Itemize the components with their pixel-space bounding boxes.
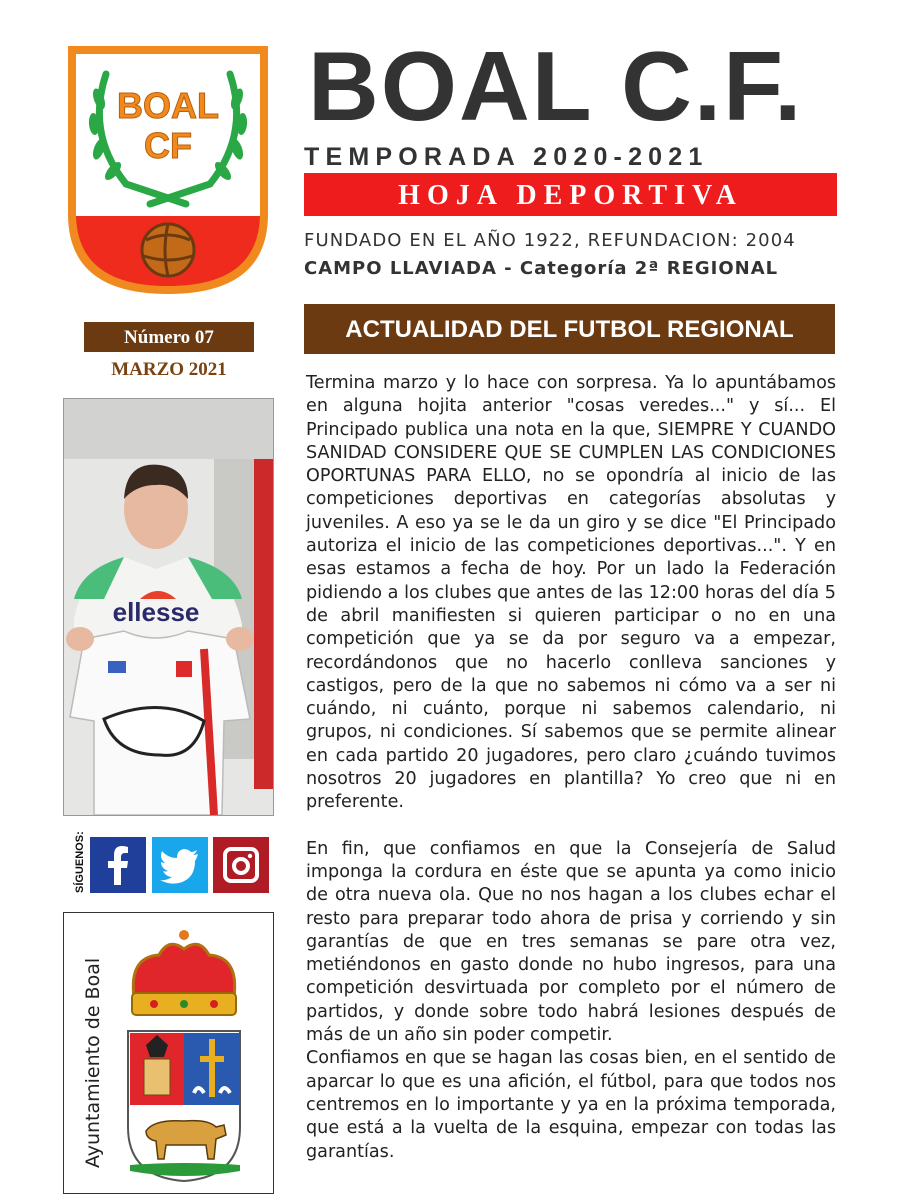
- section-title: ACTUALIDAD DEL FUTBOL REGIONAL: [304, 304, 835, 354]
- stadium-category-info: CAMPO LLAVIADA - Categoría 2ª REGIONAL: [304, 258, 779, 279]
- club-name-title: BOAL C.F.: [308, 31, 804, 141]
- issue-number: Número 07: [84, 322, 254, 352]
- twitter-icon[interactable]: [152, 837, 208, 893]
- facebook-icon[interactable]: [90, 837, 146, 893]
- article-paragraph: En fin, que confiamos en que la Consejería de Salud imponga la cordura en éste que se apunta ya como inicio de otra nueva ola. Que no nos hagan a los clubes echar el resto para preparar todo ahora de prisa y corriendo y sin garantías de que en tres semanas se pare otra vez, metiéndonos en gasto donde no hubo ingresos, para una competición desvirtuada por completo por el número de partidos, y donde sobre todo habrá lesiones después de más de un año sin poder competir.: [306, 838, 836, 1046]
- council-label: Ayuntamiento de Boal: [82, 957, 104, 1168]
- player-photo: [63, 398, 274, 816]
- svg-text:CF: CF: [144, 125, 192, 166]
- council-box: [63, 912, 274, 1194]
- sheet-title-banner: HOJA DEPORTIVA: [304, 173, 837, 216]
- issue-date: MARZO 2021: [111, 359, 227, 380]
- article-body: [306, 372, 836, 1164]
- council-coat-of-arms: [124, 927, 262, 1185]
- article-paragraph: Confiamos en que se hagan las cosas bien, en el sentido de aparcar lo que es una afición, el fútbol, para que todos nos centremos en lo importante y ya en la próxima temporada, que está a la vuelta de la esquina, empezar con todas las garantías.: [306, 1048, 836, 1162]
- svg-text:ellesse: ellesse: [112, 597, 200, 627]
- svg-text:BOAL: BOAL: [117, 85, 219, 126]
- article-paragraph: Termina marzo y lo hace con sorpresa. Ya lo apuntábamos en alguna hojita anterior "cosas veredes..." y sí... El Principado publica una nota en la que, SIEMPRE Y CUANDO SANIDAD CONSIDERE QUE SE CUMPLEN LAS CONDICIONES OPORTUNAS PARA ELLO, no se opondría al inicio de las competiciones deportivas en categorías absolutas y juveniles. A eso ya se le da un giro y se dice "El Principado autoriza el inicio de las competiciones deportivas...". Y en esas estamos a fecha de hoy. Por un lado la Federación pidiendo a los clubes que antes de las 12:00 horas del día 5 de abril manifiesten si quieren participar o no en una competición que ya se da por seguro va a empezar, recordándonos que no hacerlo conlleva sanciones y castigos, pero de la que no sabemos ni cómo va a ser ni cuándo, ni cuánto, porque ni sabemos calendario, ni grupos, ni condiciones. Sí sabemos que se permite alinear en cada partido 20 jugadores, pero claro ¿cuándo tuvimos nosotros 20 jugadores en plantilla? Yo creo que ni en preferente.: [306, 373, 836, 813]
- follow-us-label: SÍGUENOS:: [74, 831, 86, 893]
- instagram-icon[interactable]: [213, 837, 269, 893]
- season-label: TEMPORADA 2020-2021: [304, 143, 709, 171]
- founded-info: FUNDADO EN EL AÑO 1922, REFUNDACION: 2004: [304, 230, 796, 251]
- club-crest-logo: [66, 44, 270, 296]
